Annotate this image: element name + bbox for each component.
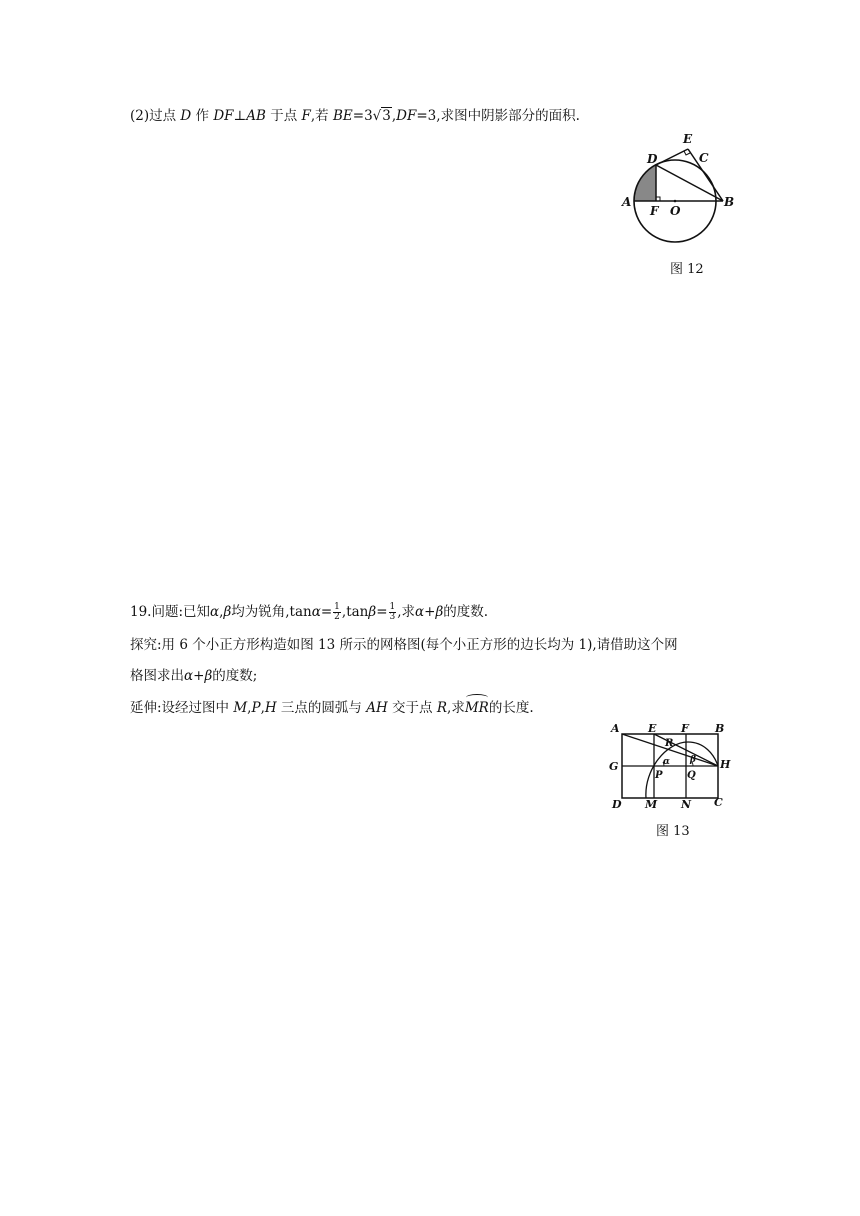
label-e: E [683,132,693,146]
sqrt-expression: √3 [372,108,391,124]
question-19-line3: 格图求出α+β的度数; [130,668,258,684]
label-a: A [622,195,632,209]
label-d: D [612,798,622,811]
label-r: R [665,738,674,749]
label-b: B [715,722,725,735]
label-n: N [681,798,692,811]
question-19-line2: 探究:用 6 个小正方形构造如图 13 所示的网格图(每个小正方形的边长均为 1),请借助这个网 [130,637,678,653]
label-alpha: α [663,757,670,767]
question-18-part2: (2)过点 D 作 DF⊥AB 于点 F,若 BE=3√3,DF=3,求图中阴影部分的面积. [130,108,580,124]
label-o: O [670,204,681,218]
label-c: C [699,151,709,165]
label-f: F [650,204,659,218]
figure-12-caption: 图 12 [670,262,704,277]
figure-13-caption: 图 13 [656,824,690,839]
figure-12-diagram [616,128,746,252]
label-m: M [645,798,658,811]
question-19-line4: 延伸:设经过图中 M,P,H 三点的圆弧与 AH 交于点 R,求MR的长度. [130,697,534,717]
segment-db [656,165,723,201]
label-d: D [647,152,658,166]
label-b: B [724,195,735,209]
fraction-one-third: $\frac{1}{3}$ [389,602,396,622]
label-h: H [720,758,731,771]
label-q: Q [687,770,696,781]
fraction-one-half: $\frac{1}{2}$ [334,602,340,622]
arc-mr: MR [465,697,489,717]
segment-de [656,149,688,165]
label-g: G [609,760,619,773]
center-point [674,200,677,203]
question-19-line1: 19.问题:已知α,β均为锐角,tanα= $\frac{1}{2}$ ,tanβ= $\frac{1}{3}$ ,求α+β的度数. [130,602,489,622]
label-p: P [655,770,663,781]
label-a: A [611,722,620,735]
label-f: F [681,722,689,735]
figure-13-diagram [606,720,736,816]
label-c: C [714,796,723,809]
label-e: E [648,722,657,735]
label-beta: β [690,755,696,765]
